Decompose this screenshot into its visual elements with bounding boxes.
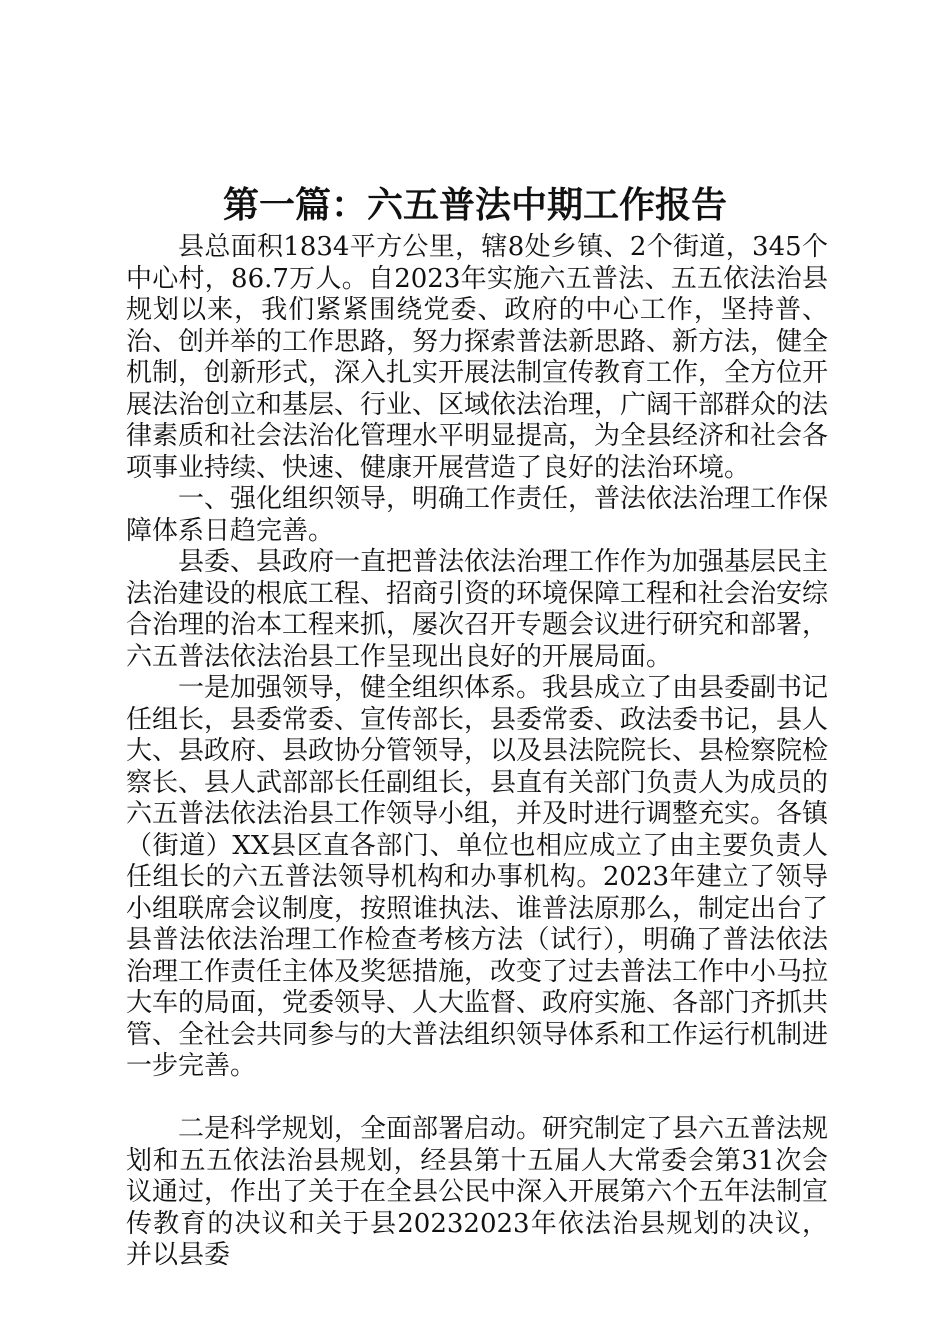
paragraph-scientific-planning: 二是科学规划，全面部署启动。研究制定了县六五普法规划和五五依法治县规划，经县第十五届人大常委会第31次会议通过，作出了关于在全县公民中深入开展第六个五年法制宣传教育的决议和关于县20232023年依法治县规划的决议，并以县委 (126, 1114, 829, 1270)
paragraph-leadership-intro: 县委、县政府一直把普法依法治理工作作为加强基层民主法治建设的根底工程、招商引资的环境保障工程和社会治安综合治理的治本工程来抓，屡次召开专题会议进行研究和部署，六五普法依法治县工作呈现出良好的开展局面。 (126, 547, 829, 672)
paragraph-strengthen-leadership: 一是加强领导，健全组织体系。我县成立了由县委副书记任组长，县委常委、宣传部长，县委常委、政法委书记，县人大、县政府、县政协分管领导，以及县法院院长、县检察院检察长、县人武部部长任副组长，县直有关部门负责人为成员的六五普法依法治县工作领导小组，并及时进行调整充实。各镇（街道）XX县区直各部门、单位也相应成立了由主要负责人任组长的六五普法领导机构和办事机构。2023年建立了领导小组联席会议制度，按照谁执法、谁普法原那么，制定出台了县普法依法治理工作检查考核方法（试行），明确了普法依法治理工作责任主体及奖惩措施，改变了过去普法工作中小马拉大车的局面，党委领导、人大监督、政府实施、各部门齐抓共管、全社会共同参与的大普法组织领导体系和工作运行机制进一步完善。 (126, 673, 829, 1081)
document-title: 第一篇：六五普法中期工作报告 (222, 184, 727, 226)
paragraph-section-heading: 一、强化组织领导，明确工作责任，普法依法治理工作保障体系日趋完善。 (126, 484, 829, 546)
paragraph-overview: 县总面积1834平方公里，辖8处乡镇、2个街道，345个中心村，86.7万人。自2023年实施六五普法、五五依法治县规划以来，我们紧紧围绕党委、政府的中心工作，坚持普、治、创并举的工作思路，努力探索普法新思路、新方法，健全机制，创新形式，深入扎实开展法制宣传教育工作，全方位开展法治创立和基层、行业、区域依法治理，广阔干部群众的法律素质和社会法治化管理水平明显提高，为全县经济和社会各项事业持续、快速、健康开展营造了良好的法治环境。 (126, 232, 829, 483)
document-body (126, 232, 828, 1272)
